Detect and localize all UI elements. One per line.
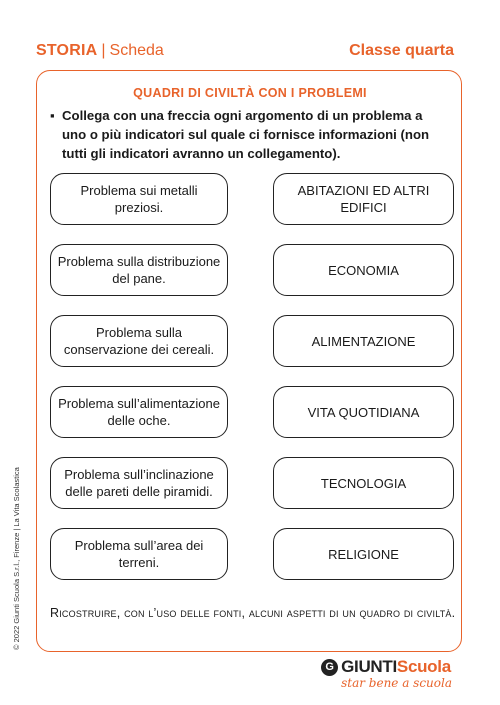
- logo-brand-second: Scuola: [396, 657, 451, 676]
- page-header-left: [36, 42, 164, 60]
- problem-label: Problema sull’alimentazione delle oche.: [58, 396, 220, 428]
- problem-label: Problema sulla conservazione dei cereali.: [63, 325, 215, 357]
- publisher-logo: [321, 657, 452, 690]
- indicator-box[interactable]: [273, 386, 454, 438]
- instruction: [50, 106, 450, 163]
- problem-box[interactable]: [50, 386, 228, 438]
- indicator-label: VITA QUOTIDIANA: [307, 404, 420, 420]
- logo-slogan: star bene a scuola: [341, 676, 452, 690]
- problem-label: Problema sull’area dei terreni.: [74, 538, 204, 570]
- logo-brand-first: GIUNTI: [341, 657, 397, 676]
- problem-box[interactable]: [50, 457, 228, 509]
- indicator-box[interactable]: [273, 457, 454, 509]
- bullet-icon: ▪: [50, 108, 55, 123]
- indicator-label: RELIGIONE: [328, 546, 399, 562]
- instruction-text: Collega con una freccia ogni argomento di un problema a uno o più indicatori sul quale ci fornisce informazioni (non tutti gli indicatori avranno un collegamento).: [62, 108, 430, 161]
- copyright-notice: © 2022 Giunti Scuola S.r.l., Firenze | La Vita Scolastica: [12, 467, 21, 650]
- indicator-box[interactable]: [273, 244, 454, 296]
- learning-objective: Ricostruire, con l’uso delle fonti, alcuni aspetti di un quadro di civiltà.: [50, 606, 456, 620]
- worksheet-title: QUADRI DI CIVILTÀ CON I PROBLEMI: [133, 86, 367, 100]
- indicator-box[interactable]: [273, 173, 454, 225]
- problem-box[interactable]: [50, 173, 228, 225]
- subject-label: STORIA: [36, 42, 98, 59]
- indicator-label: TECNOLOGIA: [320, 475, 407, 491]
- problem-box[interactable]: [50, 244, 228, 296]
- class-label: Classe quarta: [349, 42, 454, 59]
- problem-label: Problema sulla distribuzione del pane.: [57, 254, 221, 286]
- problem-label: Problema sull’inclinazione delle pareti delle piramidi.: [64, 467, 214, 499]
- sheet-type-label: Scheda: [109, 42, 164, 59]
- indicator-label: ECONOMIA: [328, 262, 399, 278]
- problem-label: Problema sui metalli preziosi.: [80, 183, 198, 215]
- problem-box[interactable]: [50, 528, 228, 580]
- giunti-logo-icon: G: [321, 659, 338, 676]
- indicator-box[interactable]: [273, 528, 454, 580]
- indicator-box[interactable]: [273, 315, 454, 367]
- problem-box[interactable]: [50, 315, 228, 367]
- indicator-label: ABITAZIONI ED ALTRI EDIFICI: [297, 183, 430, 215]
- indicator-label: ALIMENTAZIONE: [311, 333, 416, 349]
- header-separator: |: [101, 42, 106, 59]
